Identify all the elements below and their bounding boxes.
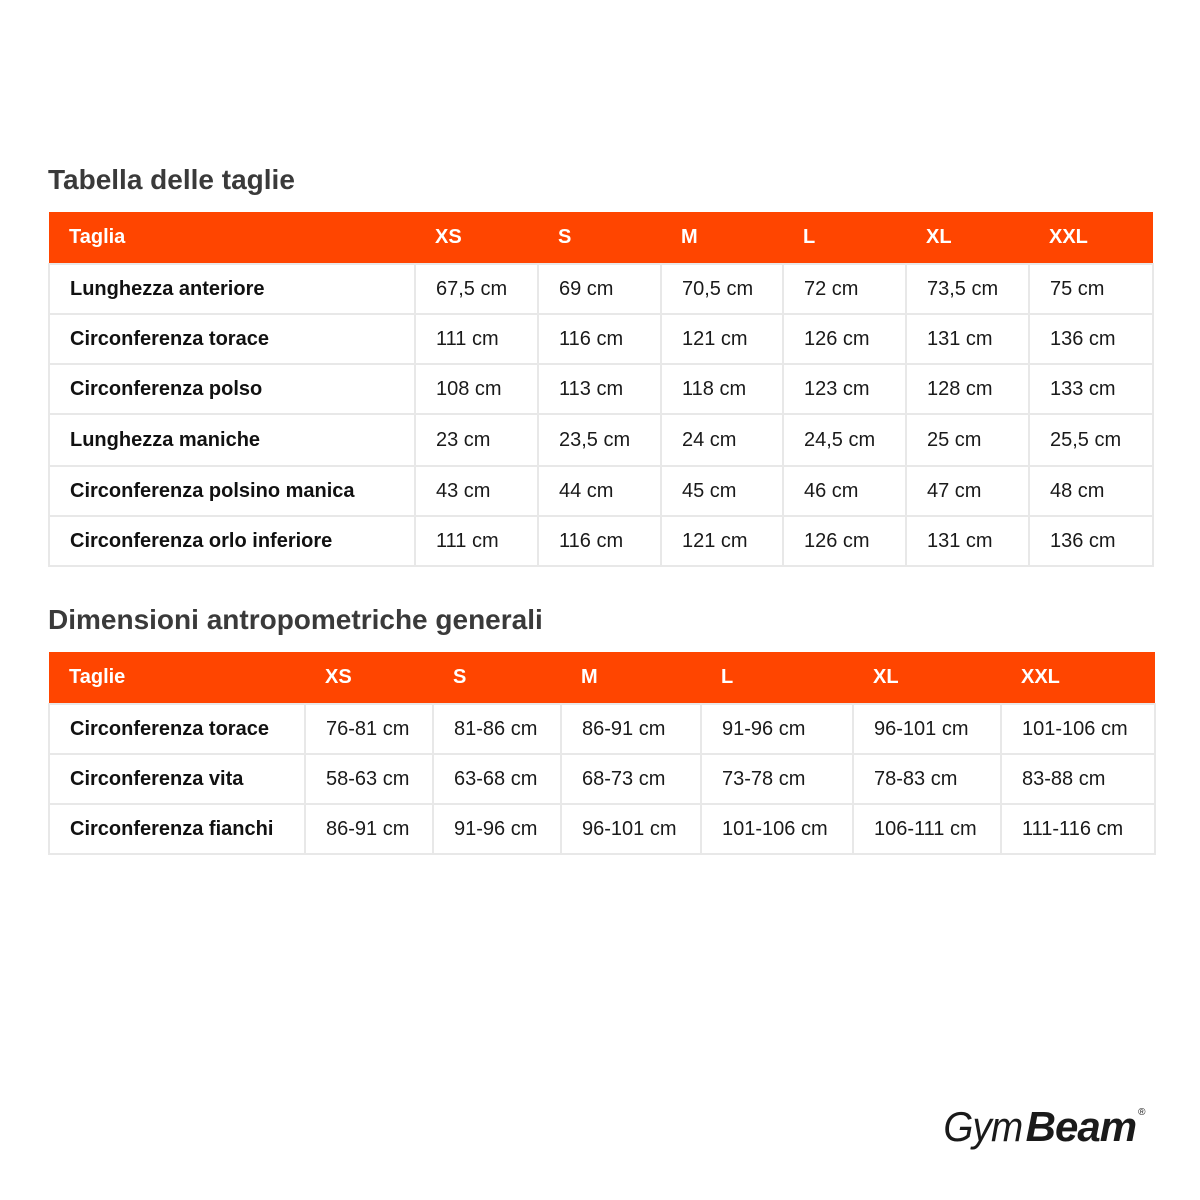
row-label: Lunghezza maniche <box>49 414 415 466</box>
row-label: Circonferenza torace <box>49 704 305 754</box>
measurement-cell: 47 cm <box>906 466 1029 516</box>
header-size-xl: XL <box>906 212 1029 264</box>
header-size-m: M <box>561 652 701 704</box>
measurement-cell: 48 cm <box>1029 466 1153 516</box>
measurement-cell: 70,5 cm <box>661 264 783 314</box>
row-label: Circonferenza vita <box>49 754 305 804</box>
measurement-cell: 116 cm <box>538 314 661 364</box>
measurement-cell: 78-83 cm <box>853 754 1001 804</box>
measurement-cell: 111 cm <box>415 516 538 566</box>
table-row <box>49 466 1153 516</box>
header-size-l: L <box>783 212 906 264</box>
measurement-cell: 73,5 cm <box>906 264 1029 314</box>
table-row <box>49 264 1153 314</box>
header-size-s: S <box>433 652 561 704</box>
measurement-cell: 58-63 cm <box>305 754 433 804</box>
measurement-cell: 73-78 cm <box>701 754 853 804</box>
row-label: Circonferenza orlo inferiore <box>49 516 415 566</box>
measurement-cell: 136 cm <box>1029 516 1153 566</box>
measurement-cell: 23,5 cm <box>538 414 661 466</box>
measurement-cell: 83-88 cm <box>1001 754 1155 804</box>
anthropometric-table <box>48 652 1156 855</box>
row-label: Circonferenza torace <box>49 314 415 364</box>
size-table-body <box>49 264 1153 566</box>
measurement-cell: 63-68 cm <box>433 754 561 804</box>
table-row <box>49 364 1153 414</box>
measurement-cell: 118 cm <box>661 364 783 414</box>
measurement-cell: 128 cm <box>906 364 1029 414</box>
measurement-cell: 111-116 cm <box>1001 804 1155 854</box>
measurement-cell: 25,5 cm <box>1029 414 1153 466</box>
header-size-m: M <box>661 212 783 264</box>
measurement-cell: 72 cm <box>783 264 906 314</box>
measurement-cell: 24,5 cm <box>783 414 906 466</box>
size-table <box>48 212 1154 567</box>
measurement-cell: 91-96 cm <box>701 704 853 754</box>
measurement-cell: 113 cm <box>538 364 661 414</box>
measurement-cell: 81-86 cm <box>433 704 561 754</box>
anthropometric-table-header-row <box>49 652 1155 704</box>
header-label-cell: Taglia <box>49 212 415 264</box>
measurement-cell: 121 cm <box>661 516 783 566</box>
size-table-header-row <box>49 212 1153 264</box>
measurement-cell: 86-91 cm <box>305 804 433 854</box>
measurement-cell: 131 cm <box>906 516 1029 566</box>
header-size-xxl: XXL <box>1029 212 1153 264</box>
measurement-cell: 43 cm <box>415 466 538 516</box>
table-row <box>49 704 1155 754</box>
row-label: Circonferenza polsino manica <box>49 466 415 516</box>
measurement-cell: 96-101 cm <box>561 804 701 854</box>
measurement-cell: 111 cm <box>415 314 538 364</box>
measurement-cell: 96-101 cm <box>853 704 1001 754</box>
measurement-cell: 86-91 cm <box>561 704 701 754</box>
header-label-cell: Taglie <box>49 652 305 704</box>
header-size-xxl: XXL <box>1001 652 1155 704</box>
header-size-xs: XS <box>305 652 433 704</box>
measurement-cell: 106-111 cm <box>853 804 1001 854</box>
measurement-cell: 101-106 cm <box>701 804 853 854</box>
logo-text-beam: Beam <box>1025 1103 1137 1150</box>
table-row <box>49 804 1155 854</box>
registered-mark: ® <box>1138 1107 1145 1118</box>
measurement-cell: 131 cm <box>906 314 1029 364</box>
anthropometric-table-title: Dimensioni antropometriche generali <box>48 604 543 635</box>
table-row <box>49 414 1153 466</box>
measurement-cell: 25 cm <box>906 414 1029 466</box>
measurement-cell: 69 cm <box>538 264 661 314</box>
measurement-cell: 67,5 cm <box>415 264 538 314</box>
row-label: Circonferenza fianchi <box>49 804 305 854</box>
measurement-cell: 45 cm <box>661 466 783 516</box>
gymbeam-logo <box>940 1103 1145 1150</box>
measurement-cell: 76-81 cm <box>305 704 433 754</box>
measurement-cell: 75 cm <box>1029 264 1153 314</box>
measurement-cell: 136 cm <box>1029 314 1153 364</box>
header-size-s: S <box>538 212 661 264</box>
measurement-cell: 133 cm <box>1029 364 1153 414</box>
row-label: Lunghezza anteriore <box>49 264 415 314</box>
measurement-cell: 126 cm <box>783 516 906 566</box>
measurement-cell: 68-73 cm <box>561 754 701 804</box>
measurement-cell: 101-106 cm <box>1001 704 1155 754</box>
measurement-cell: 24 cm <box>661 414 783 466</box>
measurement-cell: 126 cm <box>783 314 906 364</box>
table-row <box>49 314 1153 364</box>
row-label: Circonferenza polso <box>49 364 415 414</box>
measurement-cell: 123 cm <box>783 364 906 414</box>
table-row <box>49 754 1155 804</box>
measurement-cell: 121 cm <box>661 314 783 364</box>
header-size-xs: XS <box>415 212 538 264</box>
header-size-xl: XL <box>853 652 1001 704</box>
measurement-cell: 23 cm <box>415 414 538 466</box>
logo-text-gym: Gym <box>943 1103 1023 1150</box>
measurement-cell: 116 cm <box>538 516 661 566</box>
size-table-title: Tabella delle taglie <box>48 164 295 195</box>
measurement-cell: 108 cm <box>415 364 538 414</box>
anthropometric-table-body <box>49 704 1155 854</box>
measurement-cell: 91-96 cm <box>433 804 561 854</box>
measurement-cell: 46 cm <box>783 466 906 516</box>
table-row <box>49 516 1153 566</box>
header-size-l: L <box>701 652 853 704</box>
measurement-cell: 44 cm <box>538 466 661 516</box>
